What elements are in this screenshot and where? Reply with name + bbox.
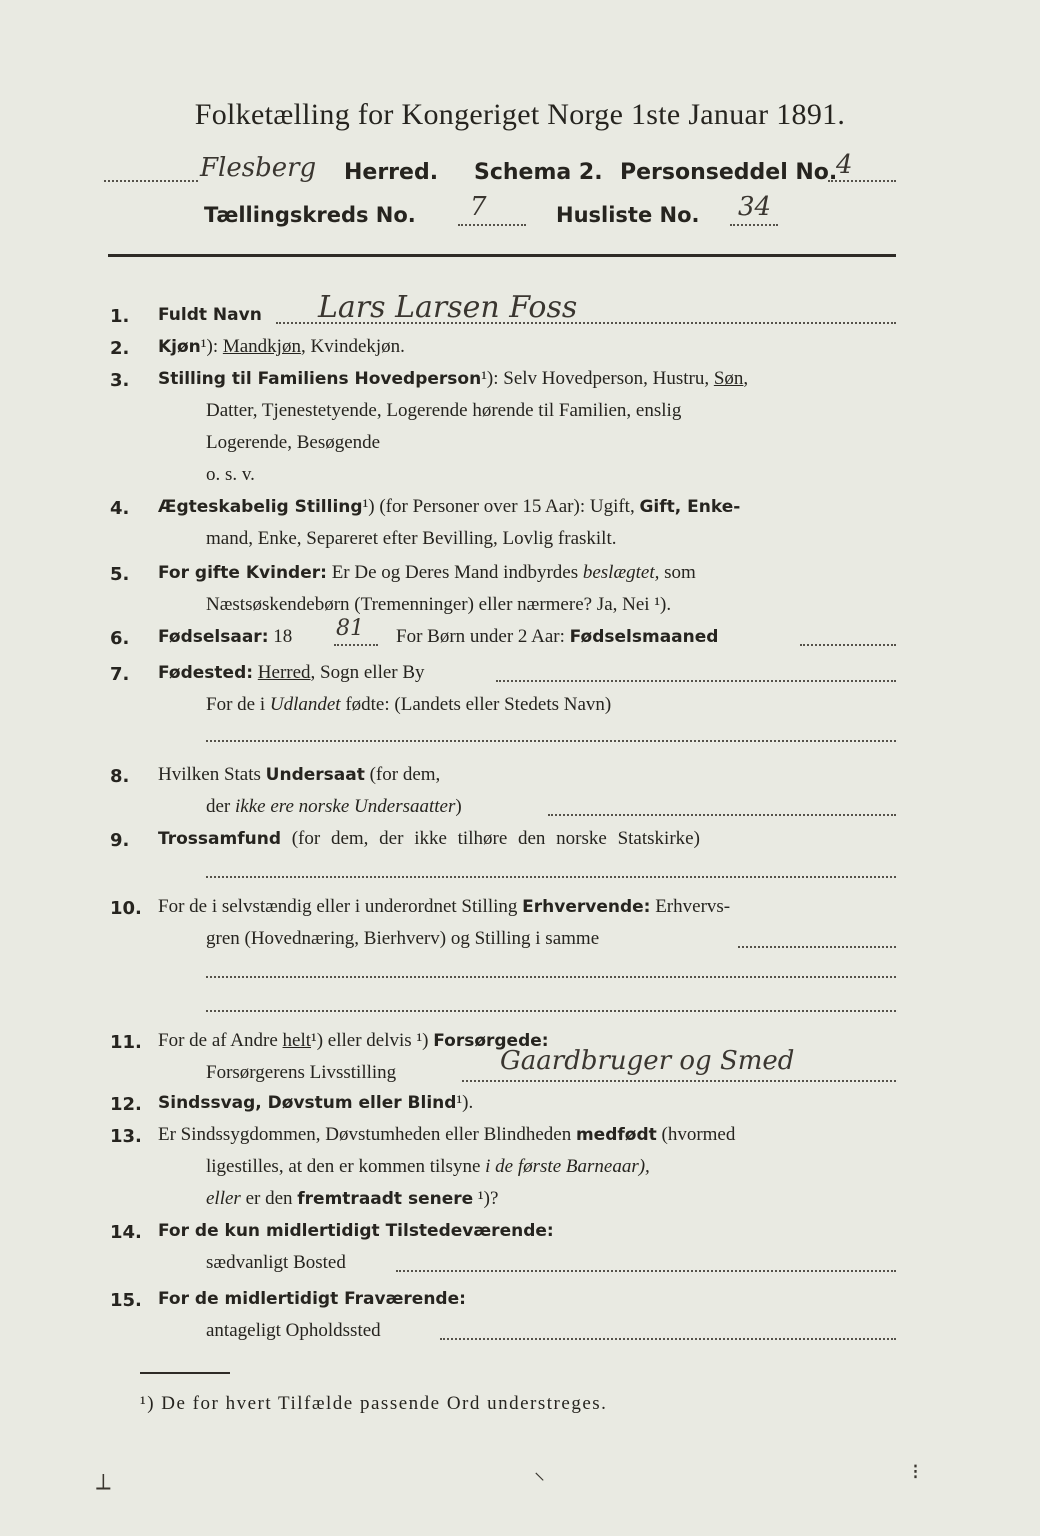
item-8-number: 8.	[110, 766, 130, 787]
item-6-rest: For Børn under 2 Aar: Fødselsmaaned	[396, 626, 719, 647]
item-14-dots	[396, 1270, 896, 1272]
item-3-number: 3.	[110, 370, 130, 391]
item-14-line-2: sædvanligt Bosted	[206, 1252, 346, 1273]
header-rule	[108, 254, 896, 257]
item-13-line-1: Er Sindssygdommen, Døvstumheden eller Blindheden medfødt (hvormed	[158, 1124, 736, 1145]
footnote-rule	[140, 1372, 230, 1374]
item-7-dots	[496, 680, 896, 682]
scan-mark-left: ⟂	[96, 1470, 111, 1495]
scan-mark-center: ⸜	[534, 1460, 546, 1485]
husliste-value: 34	[738, 192, 772, 222]
item-5-number: 5.	[110, 564, 130, 585]
item-13-line-3: eller er den fremtraadt senere ¹)?	[206, 1188, 499, 1209]
item-2-number: 2.	[110, 338, 130, 359]
item-1-dots	[276, 322, 896, 324]
husliste-dots	[730, 224, 778, 226]
item-1-label: Fuldt Navn	[158, 305, 262, 325]
item-9-answer-dots	[206, 876, 896, 878]
personseddel-label: Personseddel No.	[620, 160, 838, 185]
item-4-line-2: mand, Enke, Separeret efter Bevilling, Lovlig fraskilt.	[206, 528, 617, 549]
item-10-line-1: For de i selvstændig eller i underordnet Stilling Erhvervende: Erhvervs-	[158, 896, 731, 917]
item-8-line-1: Hvilken Stats Undersaat (for dem,	[158, 764, 441, 785]
item-15-line-1: For de midlertidigt Fraværende:	[158, 1289, 466, 1309]
item-9-number: 9.	[110, 830, 130, 851]
item-11-line-2: Forsørgerens Livsstilling	[206, 1062, 397, 1083]
item-8-dots	[548, 814, 896, 816]
item-3-line-3: Logerende, Besøgende	[206, 432, 381, 453]
item-6-dots	[800, 644, 896, 646]
item-6-year-dots	[334, 644, 378, 646]
herred-label: Herred.	[344, 160, 439, 185]
item-10-number: 10.	[110, 898, 142, 919]
item-3-line-2: Datter, Tjenestetyende, Logerende hørende til Familien, enslig	[206, 400, 682, 421]
scan-mark-right: ⁝	[912, 1460, 919, 1485]
item-1-number: 1.	[110, 306, 130, 327]
item-7-line-2: For de i Udlandet fødte: (Landets eller Stedets Navn)	[206, 694, 612, 715]
taellingskreds-dots	[458, 224, 526, 226]
item-5-line-2: Næstsøskendebørn (Tremenninger) eller nærmere? Ja, Nei ¹).	[206, 594, 672, 615]
full-name-value: Lars Larsen Foss	[318, 290, 578, 325]
form-title: Folketælling for Kongeriget Norge 1ste Januar 1891.	[194, 98, 846, 131]
personseddel-dots	[828, 180, 896, 182]
item-15-number: 15.	[110, 1290, 142, 1311]
item-14-line-1: For de kun midlertidigt Tilstedeværende:	[158, 1221, 554, 1241]
item-15-dots	[440, 1338, 896, 1340]
item-8-line-2: der ikke ere norske Undersaatter)	[206, 796, 462, 817]
item-13-line-2: ligestilles, at den er kommen tilsyne i de første Barneaar),	[206, 1156, 650, 1177]
item-11-line-1: For de af Andre helt¹) eller delvis ¹) Forsørgede:	[158, 1030, 549, 1051]
item-7-line-1: Fødested: Herred, Sogn eller By	[158, 662, 425, 683]
item-11-dots	[462, 1080, 896, 1082]
item-4-number: 4.	[110, 498, 130, 519]
item-6-label: Fødselsaar: 18	[158, 626, 293, 647]
item-3-line-1: Stilling til Familiens Hovedperson¹): Selv Hovedperson, Hustru, Søn,	[158, 368, 749, 389]
item-11-number: 11.	[110, 1032, 142, 1053]
item-10-answer-dots-2	[206, 1010, 896, 1012]
footnote: ¹) De for hvert Tilfælde passende Ord understreges.	[140, 1393, 608, 1414]
taellingskreds-label: Tællingskreds No.	[204, 203, 416, 227]
provider-occupation-value: Gaardbruger og Smed	[500, 1046, 795, 1076]
item-7-number: 7.	[110, 664, 130, 685]
item-10-dots	[738, 946, 896, 948]
schema-label: Schema 2.	[474, 160, 603, 185]
item-13-number: 13.	[110, 1126, 142, 1147]
personseddel-value: 4	[836, 150, 853, 180]
item-3-line-4: o. s. v.	[206, 464, 255, 485]
item-12-number: 12.	[110, 1094, 142, 1115]
herred-value: Flesberg	[200, 153, 317, 183]
item-14-number: 14.	[110, 1222, 142, 1243]
item-15-line-2: antageligt Opholdssted	[206, 1320, 381, 1341]
item-2-text: Kjøn¹): Mandkjøn, Kvindekjøn.	[158, 336, 405, 357]
item-12-line-1: Sindssvag, Døvstum eller Blind¹).	[158, 1092, 474, 1113]
item-6-number: 6.	[110, 628, 130, 649]
item-10-line-2: gren (Hovednæring, Bierhverv) og Stilling i samme	[206, 928, 600, 949]
item-10-answer-dots-1	[206, 976, 896, 978]
herred-dots	[104, 180, 198, 182]
item-5-line-1: For gifte Kvinder: Er De og Deres Mand indbyrdes beslægtet, som	[158, 562, 696, 583]
item-4-line-1: Ægteskabelig Stilling¹) (for Personer over 15 Aar): Ugift, Gift, Enke-	[158, 496, 741, 517]
birth-year-value: 81	[336, 616, 364, 641]
item-7-answer-dots	[206, 740, 896, 742]
taellingskreds-value: 7	[470, 192, 487, 222]
husliste-label: Husliste No.	[556, 203, 700, 227]
item-9-line-1: Trossamfund (for dem, der ikke tilhøre den norske Statskirke)	[158, 828, 700, 849]
